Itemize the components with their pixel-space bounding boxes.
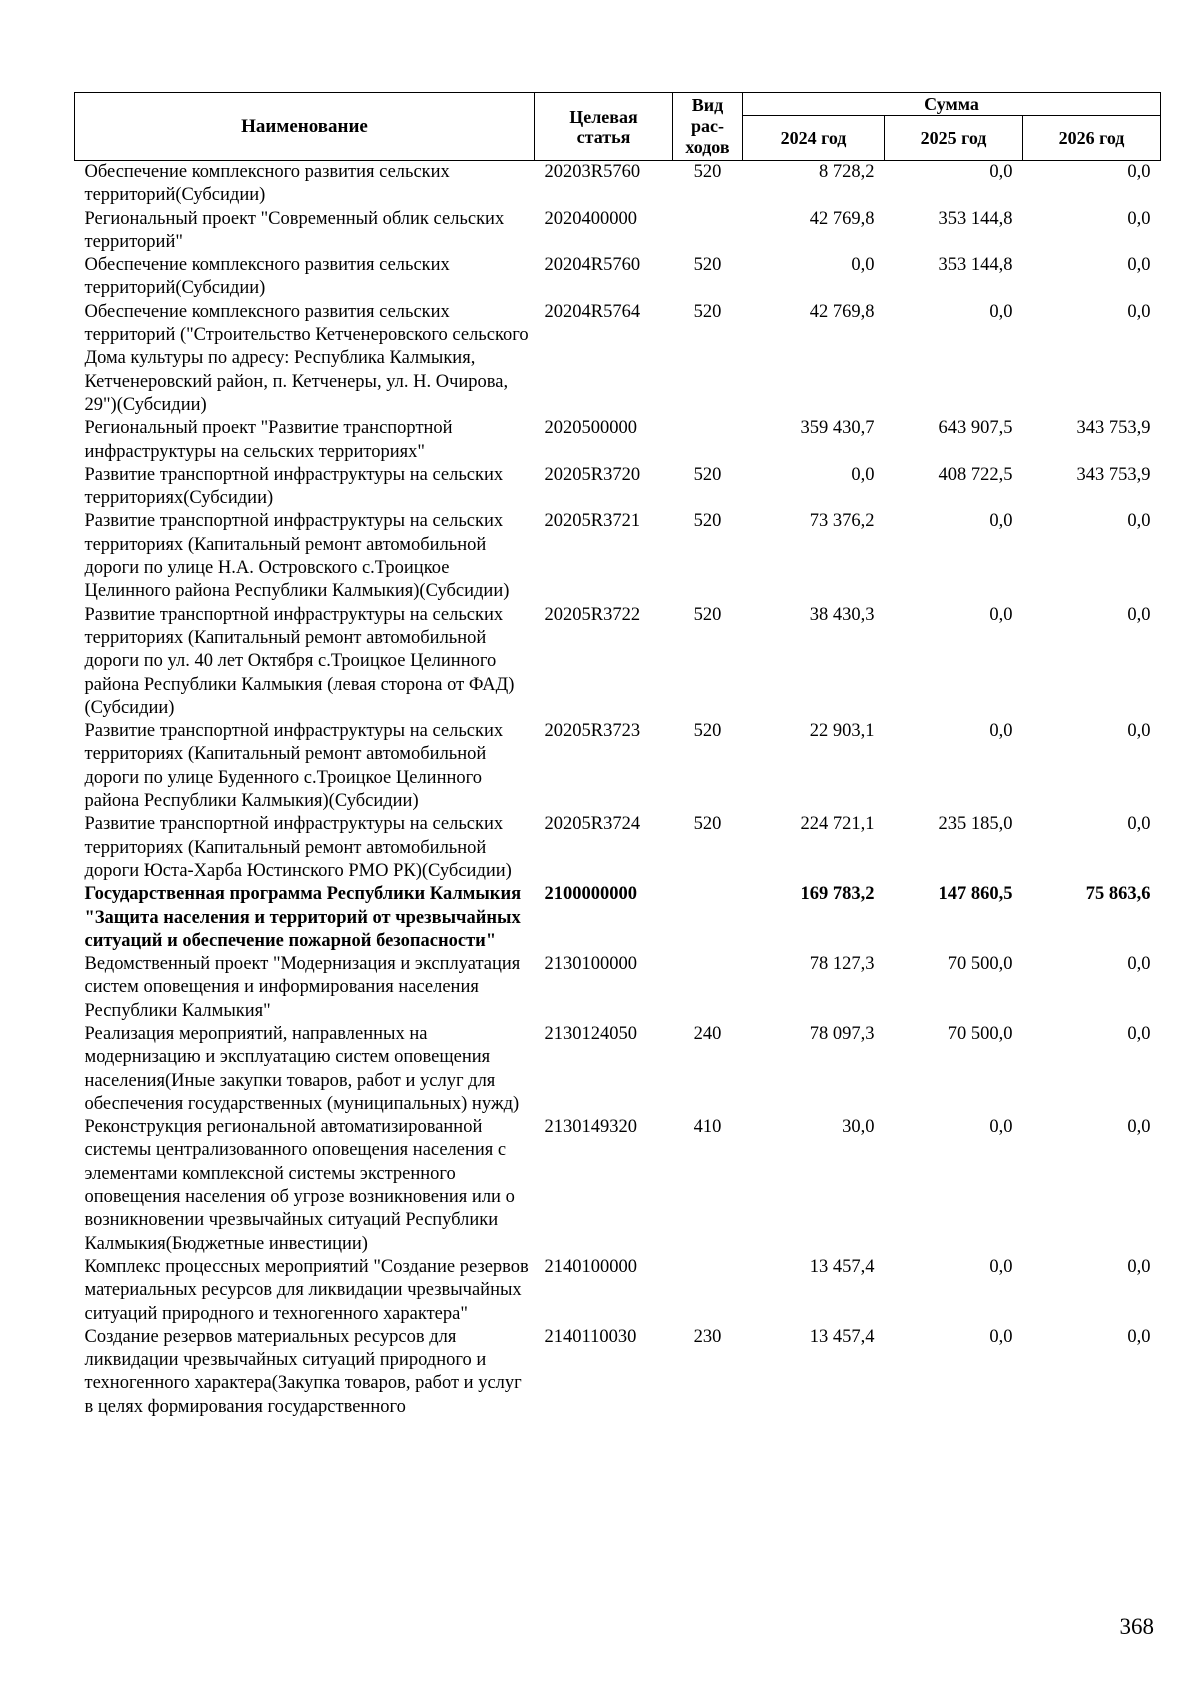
- cell-amount-2024: 42 769,8: [809, 208, 875, 229]
- header-year-2025: 2025 год: [885, 116, 1023, 161]
- cell-amount-2026: 0,0: [1127, 255, 1151, 276]
- cell-amount-2024: 169 783,2: [800, 884, 875, 905]
- header-year-2026: 2026 год: [1023, 116, 1161, 161]
- cell-name: Государственная программа Республики Калмыкия "Защита населения и территорий от чрезвычайных ситуаций и обеспечение пожарной безопасности": [84, 884, 522, 951]
- table-row: [75, 604, 1161, 720]
- cell-amount-2025: 235 185,0: [938, 814, 1013, 835]
- cell-amount-2026: 0,0: [1127, 511, 1151, 532]
- header-year-2024: 2024 год: [743, 116, 885, 161]
- budget-table: [74, 92, 1161, 1419]
- cell-amount-2024: 359 430,7: [800, 418, 875, 439]
- cell-amount-2025: 70 500,0: [947, 1023, 1013, 1044]
- table-row: [75, 301, 1161, 417]
- cell-amount-2024: 8 728,2: [819, 162, 875, 182]
- cell-expense-type: 520: [693, 604, 722, 625]
- header-code-line1: Целевая: [569, 106, 638, 127]
- cell-amount-2024: 38 430,3: [809, 604, 875, 625]
- cell-name: Обеспечение комплексного развития сельских территорий(Субсидии): [84, 162, 450, 206]
- cell-expense-type: [673, 417, 743, 464]
- cell-amount-2026: 0,0: [1127, 1326, 1151, 1347]
- header-code-line2: статья: [576, 126, 631, 147]
- cell-amount-2025: 643 907,5: [938, 418, 1013, 439]
- table-row: [75, 1256, 1161, 1326]
- cell-expense-type: 520: [693, 255, 722, 276]
- cell-amount-2025: 70 500,0: [947, 954, 1013, 975]
- cell-amount-2025: 147 860,5: [938, 884, 1013, 905]
- cell-amount-2026: 0,0: [1127, 814, 1151, 835]
- header-name: Наименование: [75, 93, 535, 161]
- cell-amount-2026: 0,0: [1127, 301, 1151, 322]
- cell-amount-2024: 13 457,4: [809, 1256, 875, 1277]
- cell-amount-2025: 0,0: [989, 1326, 1013, 1347]
- cell-target-code: 2140110030: [544, 1326, 637, 1347]
- cell-target-code: 2020500000: [544, 418, 637, 439]
- cell-amount-2025: 353 144,8: [938, 208, 1013, 229]
- table-body: [75, 161, 1161, 1420]
- cell-amount-2026: 0,0: [1127, 721, 1151, 742]
- cell-expense-type: 520: [693, 721, 722, 742]
- cell-expense-type: [673, 953, 743, 1023]
- cell-name: Реконструкция региональной автоматизированной системы централизованного оповещения населения с элементами комплексной системы экстренного оповещения населения об угрозе возникновения или о возникновении чрезвычайных ситуаций Республики Калмыкия(Бюджетные инвестиции): [84, 1117, 515, 1254]
- table-row: [75, 1023, 1161, 1116]
- cell-target-code: 2140100000: [544, 1256, 637, 1277]
- cell-target-code: 20205R3724: [544, 814, 641, 835]
- header-sum: Сумма: [743, 93, 1161, 116]
- cell-expense-type: 240: [693, 1023, 722, 1044]
- cell-name: Развитие транспортной инфраструктуры на сельских территориях (Капитальный ремонт автомобильной дороги по улице Буденного с.Троицкое Целинного района Республики Калмыкия)(Субсидии): [84, 721, 504, 812]
- table-row: [75, 720, 1161, 813]
- cell-amount-2025: 353 144,8: [938, 255, 1013, 276]
- cell-amount-2026: 343 753,9: [1076, 418, 1151, 439]
- table-row: [75, 161, 1161, 208]
- cell-amount-2025: 408 722,5: [938, 464, 1013, 485]
- cell-amount-2026: 343 753,9: [1076, 464, 1151, 485]
- cell-amount-2024: 0,0: [851, 464, 875, 485]
- cell-amount-2026: 0,0: [1127, 604, 1151, 625]
- table-row: [75, 510, 1161, 603]
- cell-amount-2026: 0,0: [1127, 954, 1151, 975]
- header-type-line3: ходов: [685, 137, 730, 157]
- cell-name: Развитие транспортной инфраструктуры на сельских территориях (Капитальный ремонт автомобильной дороги по улице Н.А. Островского с.Троицкое Целинного района Республики Калмыкия)(Субсидии): [84, 511, 510, 602]
- cell-amount-2026: 0,0: [1127, 162, 1151, 182]
- cell-name: Обеспечение комплексного развития сельских территорий ("Строительство Кетченеровского сельского Дома культуры по адресу: Республика Калмыкия, Кетченеровский район, п. Кетченеры, ул. Н. Очирова, 29")(Субсидии): [84, 301, 529, 415]
- cell-target-code: 2130100000: [544, 954, 637, 975]
- cell-target-code: 20205R3723: [544, 721, 641, 742]
- cell-name: Обеспечение комплексного развития сельских территорий(Субсидии): [84, 255, 450, 299]
- table-row: [75, 813, 1161, 883]
- table-row: [75, 208, 1161, 255]
- cell-name: Создание резервов материальных ресурсов для ликвидации чрезвычайных ситуаций природного и техногенного характера(Закупка товаров, работ и услуг в целях формирования государственного: [84, 1326, 522, 1417]
- cell-target-code: 20205R3720: [544, 464, 641, 485]
- header-type-line2: рас-: [691, 116, 724, 136]
- cell-name: Развитие транспортной инфраструктуры на сельских территориях(Субсидии): [84, 464, 504, 509]
- table-row: [75, 953, 1161, 1023]
- cell-target-code: 2130124050: [544, 1023, 637, 1044]
- cell-amount-2024: 22 903,1: [809, 721, 875, 742]
- cell-expense-type: [673, 208, 743, 255]
- cell-amount-2025: 0,0: [989, 1256, 1013, 1277]
- cell-expense-type: 410: [693, 1117, 722, 1138]
- cell-amount-2024: 78 127,3: [809, 954, 875, 975]
- cell-target-code: 20205R3721: [544, 511, 641, 532]
- cell-name: Развитие транспортной инфраструктуры на сельских территориях (Капитальный ремонт автомобильной дороги Юста-Харба Юстинского РМО РК)(Субсидии): [84, 814, 512, 881]
- cell-amount-2026: 0,0: [1127, 1117, 1151, 1138]
- cell-amount-2024: 78 097,3: [809, 1023, 875, 1044]
- cell-amount-2025: 0,0: [989, 604, 1013, 625]
- cell-name: Ведомственный проект "Модернизация и эксплуатация систем оповещения и информирования населения Республики Калмыкия": [84, 954, 521, 1021]
- cell-name: Региональный проект "Современный облик сельских территорий": [84, 208, 505, 252]
- cell-expense-type: 520: [693, 162, 722, 182]
- cell-amount-2026: 0,0: [1127, 208, 1151, 229]
- cell-name: Реализация мероприятий, направленных на модернизацию и эксплуатацию систем оповещения населения(Иные закупки товаров, работ и услуг для обеспечения государственных (муниципальных) нужд): [84, 1023, 520, 1114]
- cell-name: Региональный проект "Развитие транспортной инфраструктуры на сельских территориях": [84, 418, 453, 462]
- cell-name: Комплекс процессных мероприятий "Создание резервов материальных ресурсов для ликвидации чрезвычайных ситуаций природного и техногенного характера": [84, 1256, 529, 1324]
- cell-amount-2024: 224 721,1: [800, 814, 875, 835]
- cell-amount-2024: 30,0: [842, 1117, 875, 1138]
- cell-amount-2024: 73 376,2: [809, 511, 875, 532]
- cell-expense-type: [673, 883, 743, 953]
- table-row: [75, 883, 1161, 953]
- header-type: [673, 93, 743, 161]
- cell-target-code: 2130149320: [544, 1117, 637, 1138]
- table-row: [75, 1326, 1161, 1419]
- cell-expense-type: 520: [693, 814, 722, 835]
- cell-amount-2024: 13 457,4: [809, 1326, 875, 1347]
- cell-target-code: 20204R5760: [544, 255, 641, 276]
- cell-expense-type: [673, 1256, 743, 1326]
- cell-amount-2025: 0,0: [989, 162, 1013, 182]
- cell-amount-2024: 0,0: [851, 255, 875, 276]
- cell-expense-type: 230: [693, 1326, 722, 1347]
- document-page: [74, 92, 1160, 1419]
- table-row: [75, 1116, 1161, 1256]
- table-header: [75, 93, 1161, 161]
- cell-target-code: 20204R5764: [544, 301, 641, 322]
- table-row: [75, 464, 1161, 511]
- cell-amount-2026: 0,0: [1127, 1256, 1151, 1277]
- cell-amount-2026: 75 863,6: [1085, 884, 1151, 905]
- cell-amount-2025: 0,0: [989, 721, 1013, 742]
- cell-target-code: 2100000000: [544, 884, 637, 905]
- cell-name: Развитие транспортной инфраструктуры на сельских территориях (Капитальный ремонт автомобильной дороги по ул. 40 лет Октября с.Троицкое Целинного района Республики Калмыкия (левая сторона от ФАД)(Субсидии): [84, 604, 515, 718]
- cell-amount-2026: 0,0: [1127, 1023, 1151, 1044]
- table-row: [75, 417, 1161, 464]
- cell-amount-2025: 0,0: [989, 301, 1013, 322]
- cell-target-code: 20205R3722: [544, 604, 641, 625]
- table-row: [75, 254, 1161, 301]
- cell-target-code: 2020400000: [544, 208, 637, 229]
- cell-amount-2025: 0,0: [989, 511, 1013, 532]
- cell-amount-2024: 42 769,8: [809, 301, 875, 322]
- cell-expense-type: 520: [693, 511, 722, 532]
- header-code: [535, 93, 673, 161]
- cell-amount-2025: 0,0: [989, 1117, 1013, 1138]
- page-number: 368: [1119, 1614, 1154, 1639]
- cell-expense-type: 520: [693, 464, 722, 485]
- header-type-line1: Вид: [691, 95, 724, 115]
- cell-expense-type: 520: [693, 301, 722, 322]
- cell-target-code: 20203R5760: [544, 162, 641, 182]
